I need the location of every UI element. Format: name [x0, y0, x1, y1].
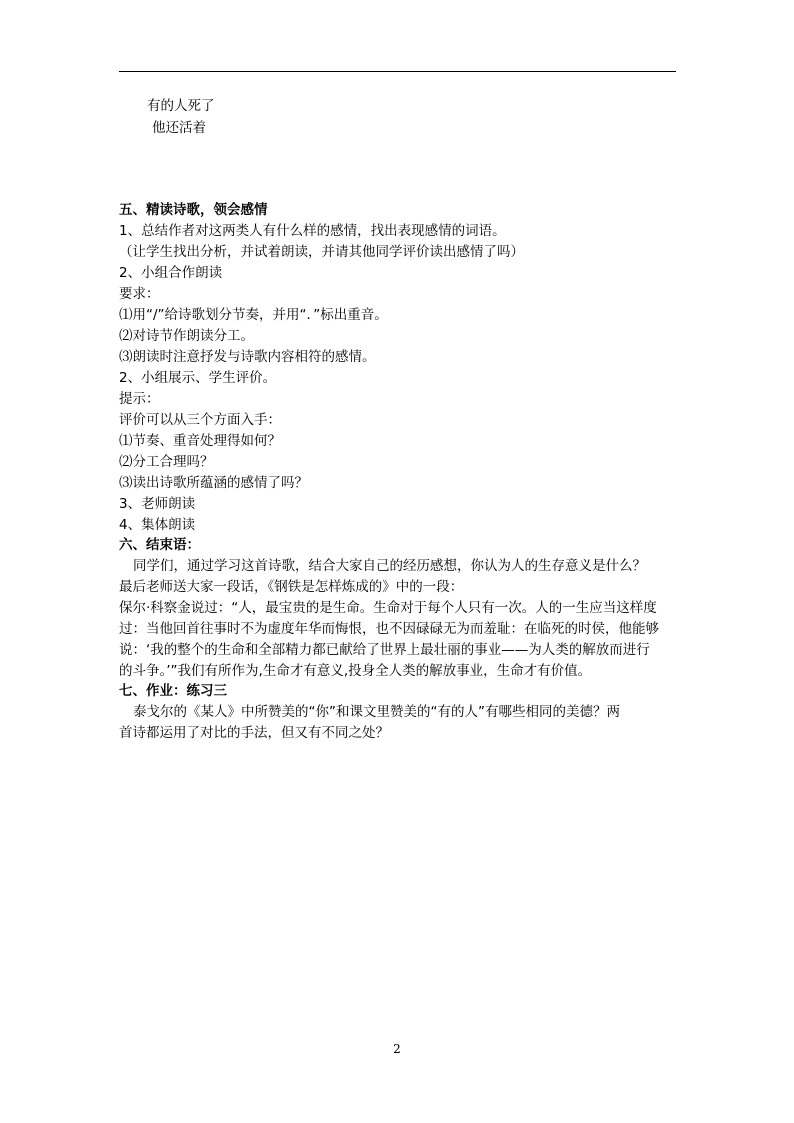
poem-line: 有的人死了 [147, 98, 215, 114]
body-line: 评价可以从三个方面入手： [119, 412, 281, 428]
body-line: 4、集体朗读 [119, 517, 196, 533]
section-heading: 七、作业：练习三 [119, 683, 227, 699]
body-line: ⑵分工合理吗？ [119, 454, 214, 470]
body-line: ⑴用“/”给诗歌划分节奏，并用“．”标出重音。 [119, 307, 388, 323]
page-number: 2 [393, 1042, 401, 1056]
body-line: 要求： [119, 286, 160, 302]
body-line: 过：当他回首往事时不为虚度年华而悔恨，也不因碌碌无为而羞耻：在临死的时侯，他能够 [119, 621, 659, 637]
header-rule [119, 71, 676, 72]
body-line: 泰戈尔的《某人》中所赞美的“你”和课文里赞美的“有的人”有哪些相同的美德？两 [133, 704, 620, 720]
body-line: 保尔·科察金说过：“人，最宝贵的是生命。生命对于每个人只有一次。人的一生应当这样度 [119, 600, 657, 616]
body-line: ⑶朗读时注意抒发与诗歌内容相符的感情。 [119, 349, 376, 365]
body-line: ⑴节奏、重音处理得如何？ [119, 433, 281, 449]
body-line: 首诗都运用了对比的手法，但又有不同之处？ [119, 725, 389, 741]
body-line: 的斗争。’”我们有所作为,生命才有意义,投身全人类的解放事业，生命才有价值。 [119, 663, 592, 679]
body-line: （让学生找出分析，并试着朗读，并请其他同学评价读出感情了吗） [119, 244, 524, 260]
body-line: ⑶读出诗歌所蕴涵的感情了吗？ [119, 475, 308, 491]
body-line: 3、老师朗读 [119, 496, 196, 512]
body-line: 最后老师送大家一段话，《钢铁是怎样炼成的》中的一段： [119, 579, 464, 595]
section-heading: 六、结束语： [119, 537, 200, 553]
body-line: 提示： [119, 391, 160, 407]
poem-line: 他还活着 [152, 120, 206, 136]
body-line: 2、小组合作朗读 [119, 265, 223, 281]
body-line: ⑵对诗节作朗读分工。 [119, 328, 254, 344]
body-line: 同学们，通过学习这首诗歌，结合大家自己的经历感想，你认为人的生存意义是什么？ [133, 558, 646, 574]
section-heading: 五、精读诗歌，领会感情 [119, 202, 268, 218]
body-line: 说：‘我的整个的生命和全部精力都已献给了世界上最壮丽的事业——为人类的解放而进行 [119, 642, 650, 658]
body-line: 2、小组展示、学生评价。 [119, 370, 277, 386]
body-line: 1、总结作者对这两类人有什么样的感情，找出表现感情的词语。 [119, 223, 506, 239]
